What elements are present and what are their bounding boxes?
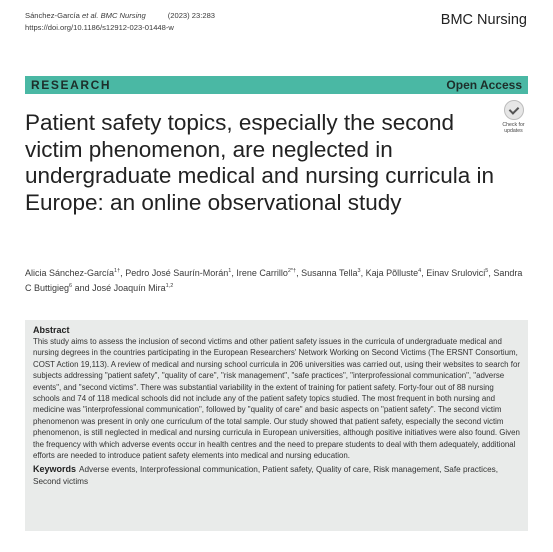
keywords-heading: Keywords (33, 464, 77, 475)
keywords-text: Adverse events, Interprofessional communication, Patient safety, Quality of care, Risk management, Safe practices, Second victims (33, 465, 498, 486)
abstract-text: This study aims to assess the inclusion of second victims and other patient safety issues in the curricula of undergraduate medical and nursing degrees in the countries participating in the European Researchers' Network Working on Second Victims (The ERSNT Consortium, COST Action 19,113). A review of medical and nursing school curricula in 206 universities was carried out, using their websites to search for subjects addressing "patient safety", "quality of care", "risk management", "safe practices", "interprofessional communication", "adverse events", and "second victims". There was substantial variability in the extent of training for patient safety. Forty-four out of 88 nursing schools and 74 of 118 medical schools did not include any of the patient safety topics studied. The most frequent in both nursing and medicine was "interprofessional communication", followed by "quality of care" and basic aspects on "patient safety". The second victim phenomenon was present in only one curriculum of the total sample. Our study showed that patient safety, especially the second victim phenomenon, is still neglected in medical and nursing curricula in European universities, although positive initiatives were also found. Given the frequency with which adverse events occur in health centres and the need to prepare students to deal with them adequately, additional efforts are needed to introduce patient safety elements into medical and nursing education. (33, 337, 520, 461)
author-affiliation-sup: 1 (228, 268, 232, 274)
abstract-heading: Abstract (33, 325, 70, 335)
abstract-box (25, 320, 528, 531)
keywords-line (33, 464, 520, 487)
journal-name: BMC Nursing (440, 12, 527, 28)
author-name[interactable]: Susanna Tella$^3$ (301, 268, 361, 278)
citation-year-volume: (2023) 23:283 (167, 11, 216, 20)
author-affiliation-sup: 2*† (287, 268, 297, 274)
author-affiliation-sup: 1,2 (165, 283, 174, 289)
article-title: Patient safety topics, especially the second victim phenomenon, are neglected in undergraduate medical and nursing curricula in Europe: an online observational study (25, 110, 495, 215)
author-name[interactable]: Irene Carrillo$^{2*\dagger}$ (236, 268, 297, 278)
open-access-label: Open Access (446, 78, 522, 92)
article-type-banner (25, 76, 528, 94)
author-list: Alicia Sánchez-García$^{1\dagger}$, Pedro José Saurín-Morán$^1$, Irene Carrillo$^{2*\dagger}$, Susanna Tella$^3$, Kaja Põlluste$^4$, Einav Srulovici$^5$, Sandra C Buttigieg$^6$ and José Joaquín Mira$^{1,2}$ (25, 268, 523, 293)
check-for-updates-badge[interactable] (500, 100, 527, 134)
author-affiliation-sup: 3 (357, 268, 361, 274)
check-updates-icon (504, 100, 524, 120)
author-name[interactable]: Kaja Põlluste$^4$ (365, 268, 422, 278)
author-name[interactable]: José Joaquín Mira$^{1,2}$ (92, 283, 174, 293)
author-affiliation-sup: 6 (69, 283, 73, 289)
author-affiliation-sup: 5 (485, 268, 489, 274)
doi-link[interactable]: https://doi.org/10.1186/s12912-023-01448-w (25, 23, 174, 32)
author-name[interactable]: Alicia Sánchez-García$^{1\dagger}$ (25, 268, 121, 278)
author-affiliation-sup: 4 (418, 268, 422, 274)
citation-authors: Sánchez-García et al. BMC Nursing (25, 11, 146, 20)
author-name[interactable]: Einav Srulovici$^5$ (426, 268, 489, 278)
check-updates-text: Check for updates (502, 122, 525, 134)
author-affiliation-sup: 1† (114, 268, 121, 274)
citation-header (25, 10, 215, 34)
article-type-label: RESEARCH (31, 78, 112, 92)
author-name[interactable]: Pedro José Saurín-Morán$^1$ (125, 268, 232, 278)
author-name[interactable]: Sandra C Buttigieg$^6$ (25, 268, 523, 293)
